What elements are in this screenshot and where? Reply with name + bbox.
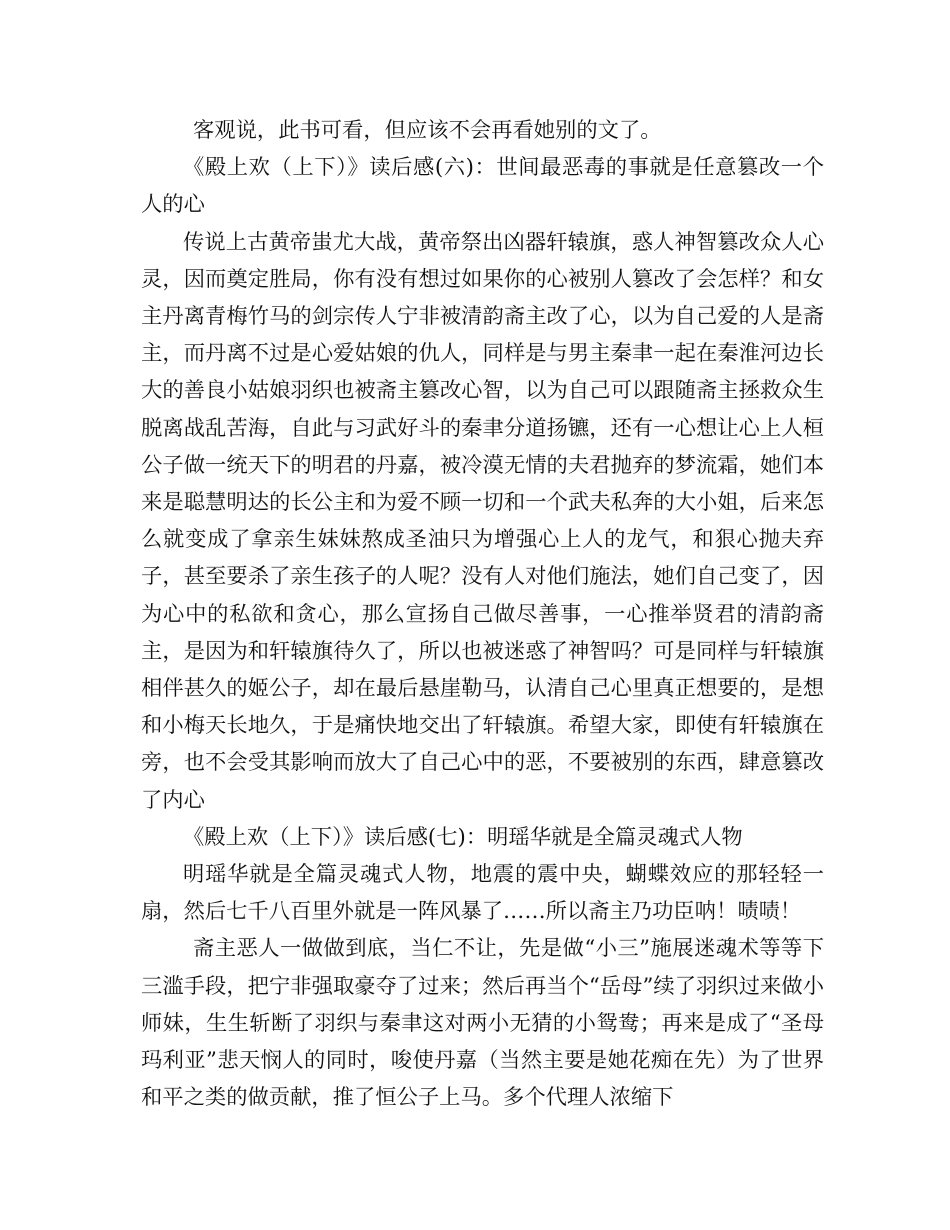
section-heading-seven: 《殿上欢（上下）》读后感(七)：明瑶华就是全篇灵魂式人物: [183, 824, 743, 850]
paragraph-conclusion: 客观说，此书可看，但应该不会再看她别的文了。: [193, 118, 662, 143]
paragraph-body-seven-continued: 斋主恶人一做做到底，当仁不让，先是做“小三”施展迷魂术等等下三滥手段，把宁非强取豪夺了过来；然后再当个“岳母”续了羽织过来做小师妹，生生斩断了羽织与秦聿这对两小无猜的小鸳鸯；再来是成了“圣母玛利亚”悲天悯人的同时，唆使丹嘉（当然主要是她花痴在先）为了世界和平之类的做贡献，推了恒公子上马。多个代理人浓缩下: [141, 936, 824, 1111]
paragraph-body-seven: 明瑶华就是全篇灵魂式人物，地震的震中央，蝴蝶效应的那轻轻一扇，然后七千八百里外就是一阵风暴了……所以斋主乃功臣呐！啧啧！: [141, 862, 824, 925]
document-page: [141, 112, 824, 1116]
section-heading-six: 《殿上欢（上下）》读后感(六)：世间最恶毒的事就是任意篡改一个人的心: [141, 155, 824, 218]
paragraph-body-six: 传说上古黄帝蚩尤大战，黄帝祭出凶器轩辕旗，惑人神智篡改众人心灵，因而奠定胜局，你有没有想过如果你的心被别人篡改了会怎样？和女主丹离青梅竹马的剑宗传人宁非被清韵斋主改了心，以为自己爱的人是斋主，而丹离不过是心爱姑娘的仇人，同样是与男主秦聿一起在秦淮河边长大的善良小姑娘羽织也被斋主篡改心智，以为自己可以跟随斋主拯救众生脱离战乱苦海，自此与习武好斗的秦聿分道扬镳，还有一心想让心上人桓公子做一统天下的明君的丹嘉，被冷漠无情的夫君抛弃的梦流霜，她们本来是聪慧明达的长公主和为爱不顾一切和一个武夫私奔的大小姐，后来怎么就变成了拿亲生妹妹熬成圣油只为增强心上人的龙气，和狠心抛夫弃子，甚至要杀了亲生孩子的人呢？没有人对他们施法，她们自己变了，因为心中的私欲和贪心，那么宣扬自己做尽善事，一心推举贤君的清韵斋主，是因为和轩辕旗待久了，所以也被迷惑了神智吗？可是同样与轩辕旗相伴甚久的姬公子，却在最后悬崖勒马，认清自己心里真正想要的，是想和小梅天长地久，于是痛快地交出了轩辕旗。希望大家，即使有轩辕旗在旁，也不会受其影响而放大了自己心中的恶，不要被别的东西，肆意篡改了内心: [141, 229, 824, 813]
